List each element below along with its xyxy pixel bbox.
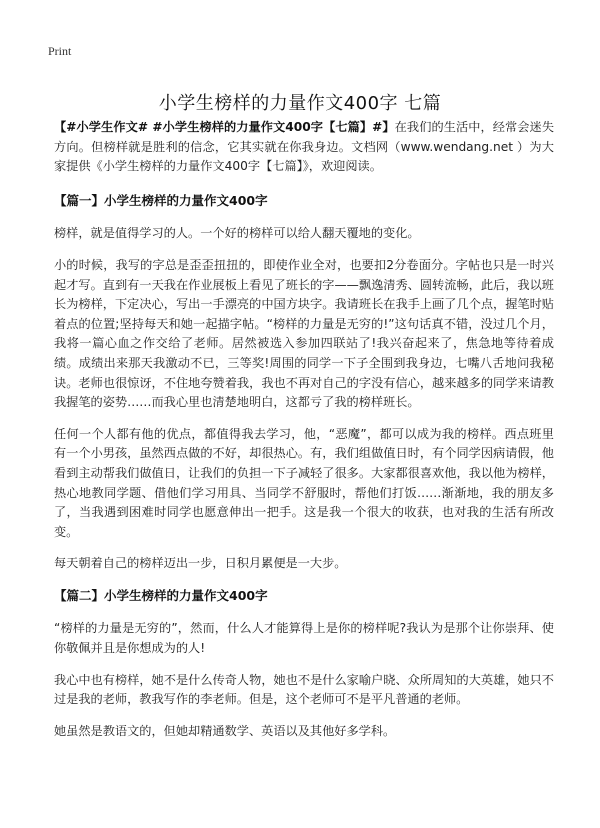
section-1-paragraph-4: 每天朝着自己的榜样迈出一步，日积月累便是一大步。 xyxy=(54,556,347,571)
page-title: 小学生榜样的力量作文400字 七篇 xyxy=(158,93,442,115)
section-2-paragraph-1: “榜样的力量是无穷的”，然而，什么人才能算得上是你的榜样呢?我认为是那个让你崇拜、使你敬佩并且是你想成为的人! xyxy=(54,621,554,656)
section-1-heading: 【篇一】小学生榜样的力量作文400字 xyxy=(54,192,268,208)
section-2-paragraph-2: 我心中也有榜样，她不是什么传奇人物，她也不是什么家喻户晓、众所周知的大英雄，她只不过是我的老师，教我写作的李老师。但是，这个老师可不是平凡普通的老师。 xyxy=(54,672,554,707)
section-1-paragraph-2: 小的时候，我写的字总是歪歪扭扭的，即使作业全对，也要扣2分卷面分。字帖也只是一时兴起才写。直到有一天我在作业展板上看见了班长的字——飘逸清秀、圆转流畅，此后，我以班长为榜样，下定决心，写出一手漂亮的中国方块字。我请班长在我手上画了几个点，握笔时贴着点的位置;坚持每天和她一起描字帖。“榜样的力量是无穷的!”这句话真不错，没过几个月，我将一篇心血之作交给了老师。居然被选入参加四联站了!我兴奋起来了，焦急地等待着成绩。成绩出来那天我激动不已，三等奖!周围的同学一下子全围到我身边，七嘴八舌地问我秘诀。老师也很惊讶，不住地夸赞着我，我也不再对自己的字没有信心，越来越多的同学来请教我握笔的姿势……而我心里也清楚地明白，这都亏了我的榜样班长。 xyxy=(54,257,554,410)
section-1-paragraph-1: 榜样，就是值得学习的人。一个好的榜样可以给人翻天覆地的变化。 xyxy=(54,226,420,241)
intro-lead: 【#小学生作文# #小学生榜样的力量作文400字【七篇】#】 xyxy=(54,120,395,134)
intro-paragraph xyxy=(54,118,554,177)
section-2-heading: 【篇二】小学生榜样的力量作文400字 xyxy=(54,587,268,603)
section-2-paragraph-3: 她虽然是教语文的，但她却精通数学、英语以及其他好多学科。 xyxy=(54,723,396,738)
article-body xyxy=(54,118,554,753)
intro-text: 在我们的生活中，经常会迷失方向。但榜样就是胜利的信念，它其实就在你我身边。文档网（www.wendang.net ）为大家提供《小学生榜样的力量作文400字【七篇】》，欢迎阅读。 xyxy=(54,120,555,174)
section-1-paragraph-3: 任何一个人都有他的优点，都值得我去学习，他，“恶魔”，都可以成为我的榜样。西点班里有一个小男孩，虽然西点做的不好，却很热心。有，我们组做值日时，有个同学因病请假，他看到主动帮我们做值日，让我们的负担一下子减轻了很多。大家都很喜欢他，我以他为榜样，热心地教同学题、借他们学习用具、当同学不舒服时，帮他们打饭……渐渐地，我的朋友多了，当我遇到困难时同学也愿意伸出一把手。这是我一个很大的收获，也对我的生活有所改变。 xyxy=(54,426,554,539)
print-link[interactable]: Print xyxy=(48,44,72,58)
